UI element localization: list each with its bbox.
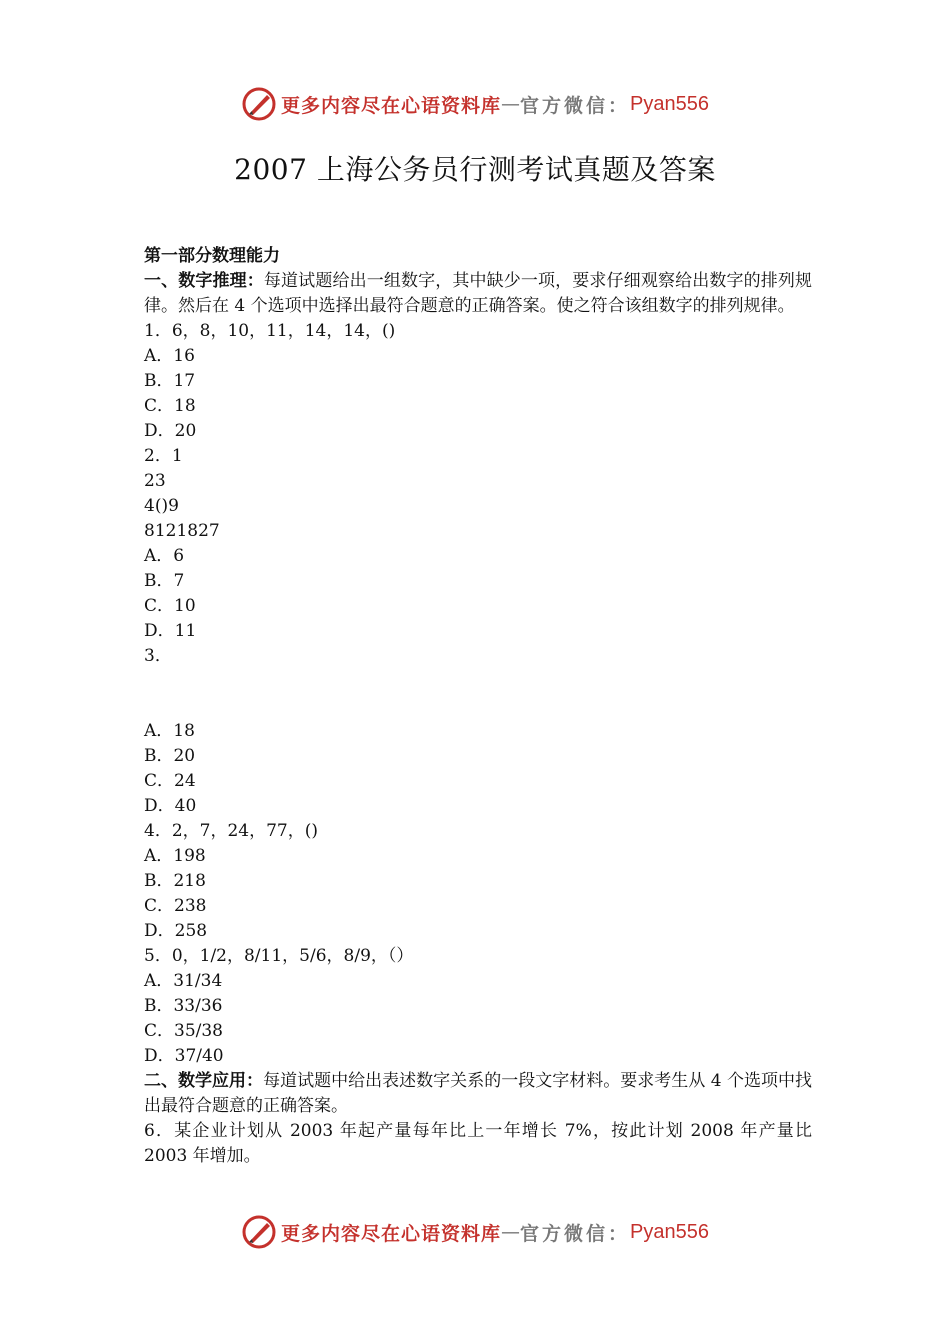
question-1-option: B．17 xyxy=(144,371,196,391)
question-2-line: 2．1 xyxy=(144,446,183,466)
question-2-line: 8121827 xyxy=(144,521,220,541)
question-1-option: C．18 xyxy=(144,396,196,416)
question-1-stem: 1．6，8，10，11，14，14，() xyxy=(144,321,396,341)
question-4-option: A．198 xyxy=(144,846,206,866)
question-5-option: D．37/40 xyxy=(144,1046,224,1066)
section-2-label: 二、数学应用： xyxy=(144,1071,264,1091)
question-2-option: D．11 xyxy=(144,621,197,641)
question-3-figure-placeholder xyxy=(144,669,812,719)
watermark-dash: — xyxy=(501,1221,521,1243)
question-2-option: C．10 xyxy=(144,596,196,616)
watermark-official: 官方微信： xyxy=(520,1222,631,1245)
watermark-official: 官方微信： xyxy=(520,94,631,117)
question-2-line: 4()9 xyxy=(144,496,179,516)
section-2-intro xyxy=(144,1069,812,1119)
question-5-option: A．31/34 xyxy=(144,971,223,991)
question-3-option: A．18 xyxy=(144,721,195,741)
watermark-dash: — xyxy=(501,93,521,115)
question-1-option: A．16 xyxy=(144,346,195,366)
section-1-intro xyxy=(144,269,812,319)
question-5-option: B．33/36 xyxy=(144,996,223,1016)
question-5-stem: 5．0，1/2，8/11，5/6，8/9，（） xyxy=(144,946,414,966)
question-4-option: D．258 xyxy=(144,921,208,941)
watermark-brand: 更多内容尽在心语资料库 xyxy=(281,94,502,117)
question-3-option: C．24 xyxy=(144,771,196,791)
question-6-stem: 6．某企业计划从 2003 年起产量每年比上一年增长 7%，按此计划 2008 年产量比 2003 年增加。 xyxy=(144,1121,812,1166)
question-2-line: 23 xyxy=(144,471,166,491)
footer-watermark xyxy=(0,1210,950,1254)
document-body xyxy=(144,244,812,1169)
pen-logo-icon xyxy=(241,1214,277,1250)
section-1-text: 每道试题给出一组数字，其中缺少一项，要求仔细观察给出数字的排列规律。然后在 4 个选项中选择出最符合题意的正确答案。使之符合该组数字的排列规律。 xyxy=(144,271,812,316)
question-3-option: B．20 xyxy=(144,746,196,766)
question-3-stem: 3． xyxy=(144,646,172,666)
question-2-option: B．7 xyxy=(144,571,185,591)
question-2-option: A．6 xyxy=(144,546,185,566)
question-3-option: D．40 xyxy=(144,796,197,816)
question-4-option: B．218 xyxy=(144,871,206,891)
pen-logo-icon xyxy=(241,86,277,122)
part-heading: 第一部分数理能力 xyxy=(144,246,280,266)
section-2-text: 每道试题中给出表述数字关系的一段文字材料。要求考生从 4 个选项中找出最符合题意的正确答案。 xyxy=(144,1071,813,1116)
watermark-brand: 更多内容尽在心语资料库 xyxy=(281,1222,502,1245)
header-watermark xyxy=(0,82,950,126)
page-title: 2007 上海公务员行测考试真题及答案 xyxy=(234,153,716,186)
watermark-wechat-id: Pyan556 xyxy=(630,92,709,115)
question-4-stem: 4．2，7，24，77，() xyxy=(144,821,318,841)
watermark-wechat-id: Pyan556 xyxy=(630,1220,709,1243)
question-1-option: D．20 xyxy=(144,421,197,441)
section-1-label: 一、数字推理： xyxy=(144,271,264,291)
question-5-option: C．35/38 xyxy=(144,1021,223,1041)
question-4-option: C．238 xyxy=(144,896,207,916)
